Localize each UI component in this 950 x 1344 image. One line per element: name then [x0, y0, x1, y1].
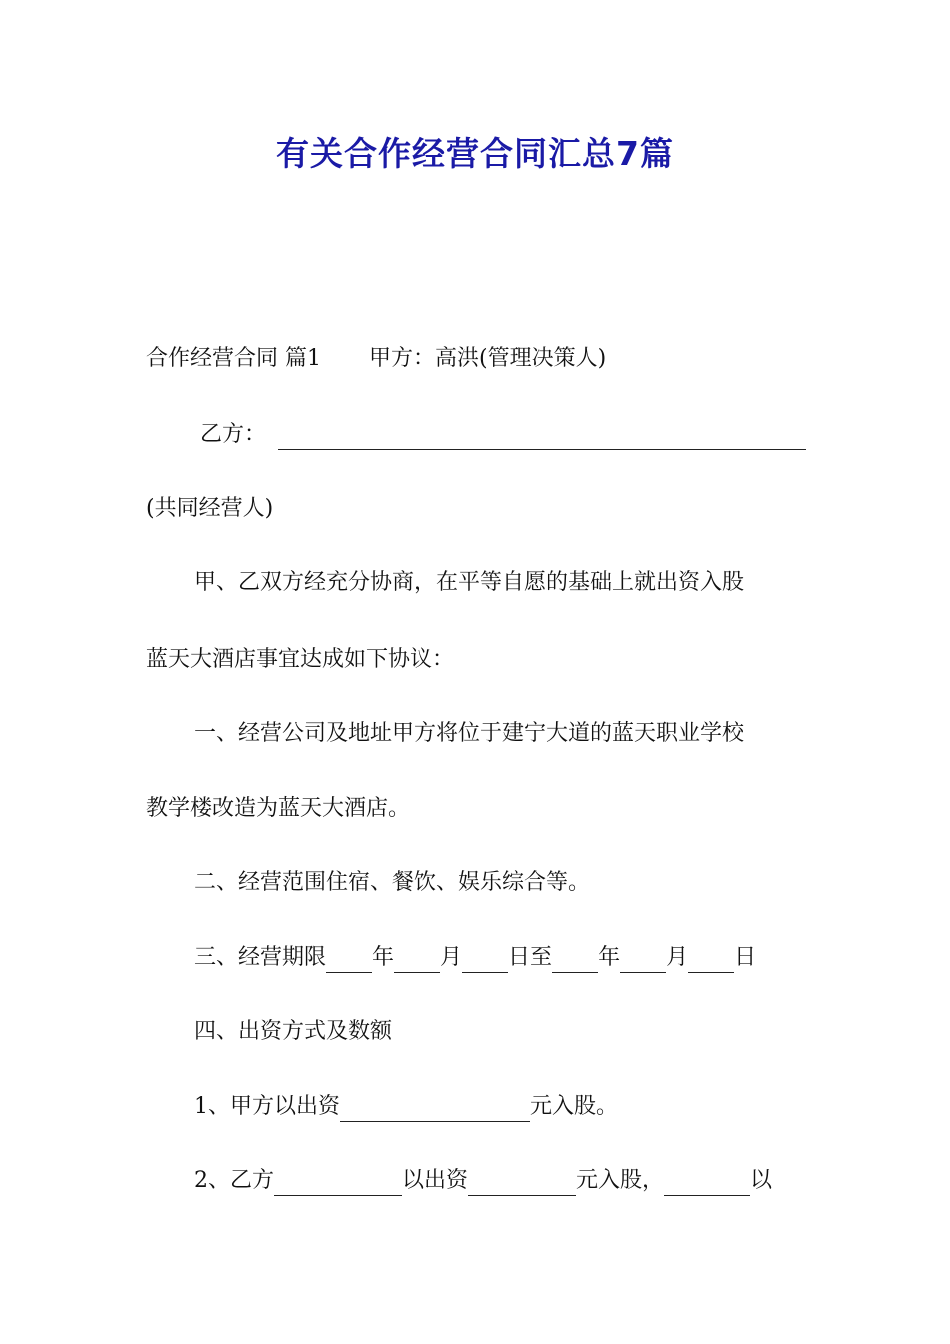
paragraph-line: 二、经营范围住宿、餐饮、娱乐综合等。	[194, 870, 591, 895]
term-blank	[688, 948, 734, 973]
term-month: 月	[666, 945, 689, 970]
paragraph-line: 甲、乙双方经充分协商，在平等自愿的基础上就出资入股	[194, 570, 745, 595]
term-blank	[620, 948, 666, 973]
investment-b-mid: 以出资	[402, 1168, 469, 1193]
paragraph-line: 一、经营公司及地址甲方将位于建宁大道的蓝天职业学校	[194, 721, 745, 746]
contract-section-label: 合作经营合同 篇1	[146, 346, 321, 371]
investment-b-blank	[274, 1171, 402, 1196]
term-blank	[394, 948, 440, 973]
document-title: 有关合作经营合同汇总7篇	[276, 134, 674, 173]
investment-a-blank	[340, 1097, 530, 1122]
investment-b-label: 2、乙方	[194, 1168, 274, 1193]
term-day-to: 日至	[508, 945, 553, 970]
investment-b-blank	[468, 1171, 576, 1196]
paragraph-line: 四、出资方式及数额	[194, 1019, 393, 1044]
investment-b-blank	[664, 1171, 750, 1196]
paragraph-line: 蓝天大酒店事宜达成如下协议：	[146, 647, 455, 672]
investment-a-label: 1、甲方以出资	[194, 1094, 340, 1119]
term-blank	[326, 948, 372, 973]
paragraph-line: (共同经营人)	[146, 496, 274, 521]
investment-line-a	[194, 1092, 618, 1122]
term-blank	[552, 948, 598, 973]
investment-line-b	[194, 1166, 772, 1196]
investment-b-suffix: 元入股，	[576, 1168, 665, 1193]
party-b-label: 乙方：	[200, 422, 267, 447]
term-year: 年	[598, 945, 621, 970]
contract-heading-line	[146, 344, 606, 374]
term-day: 日	[734, 945, 757, 970]
investment-b-end: 以	[750, 1168, 773, 1193]
term-month: 月	[440, 945, 463, 970]
term-label: 三、经营期限	[194, 945, 327, 970]
term-year: 年	[372, 945, 395, 970]
term-blank	[462, 948, 508, 973]
investment-a-suffix: 元入股。	[530, 1094, 619, 1119]
party-b-line	[200, 420, 806, 450]
party-a-label: 甲方：高洪(管理决策人)	[369, 346, 607, 371]
paragraph-line: 教学楼改造为蓝天大酒店。	[146, 796, 411, 821]
party-b-blank	[278, 425, 806, 450]
term-line	[194, 943, 756, 973]
